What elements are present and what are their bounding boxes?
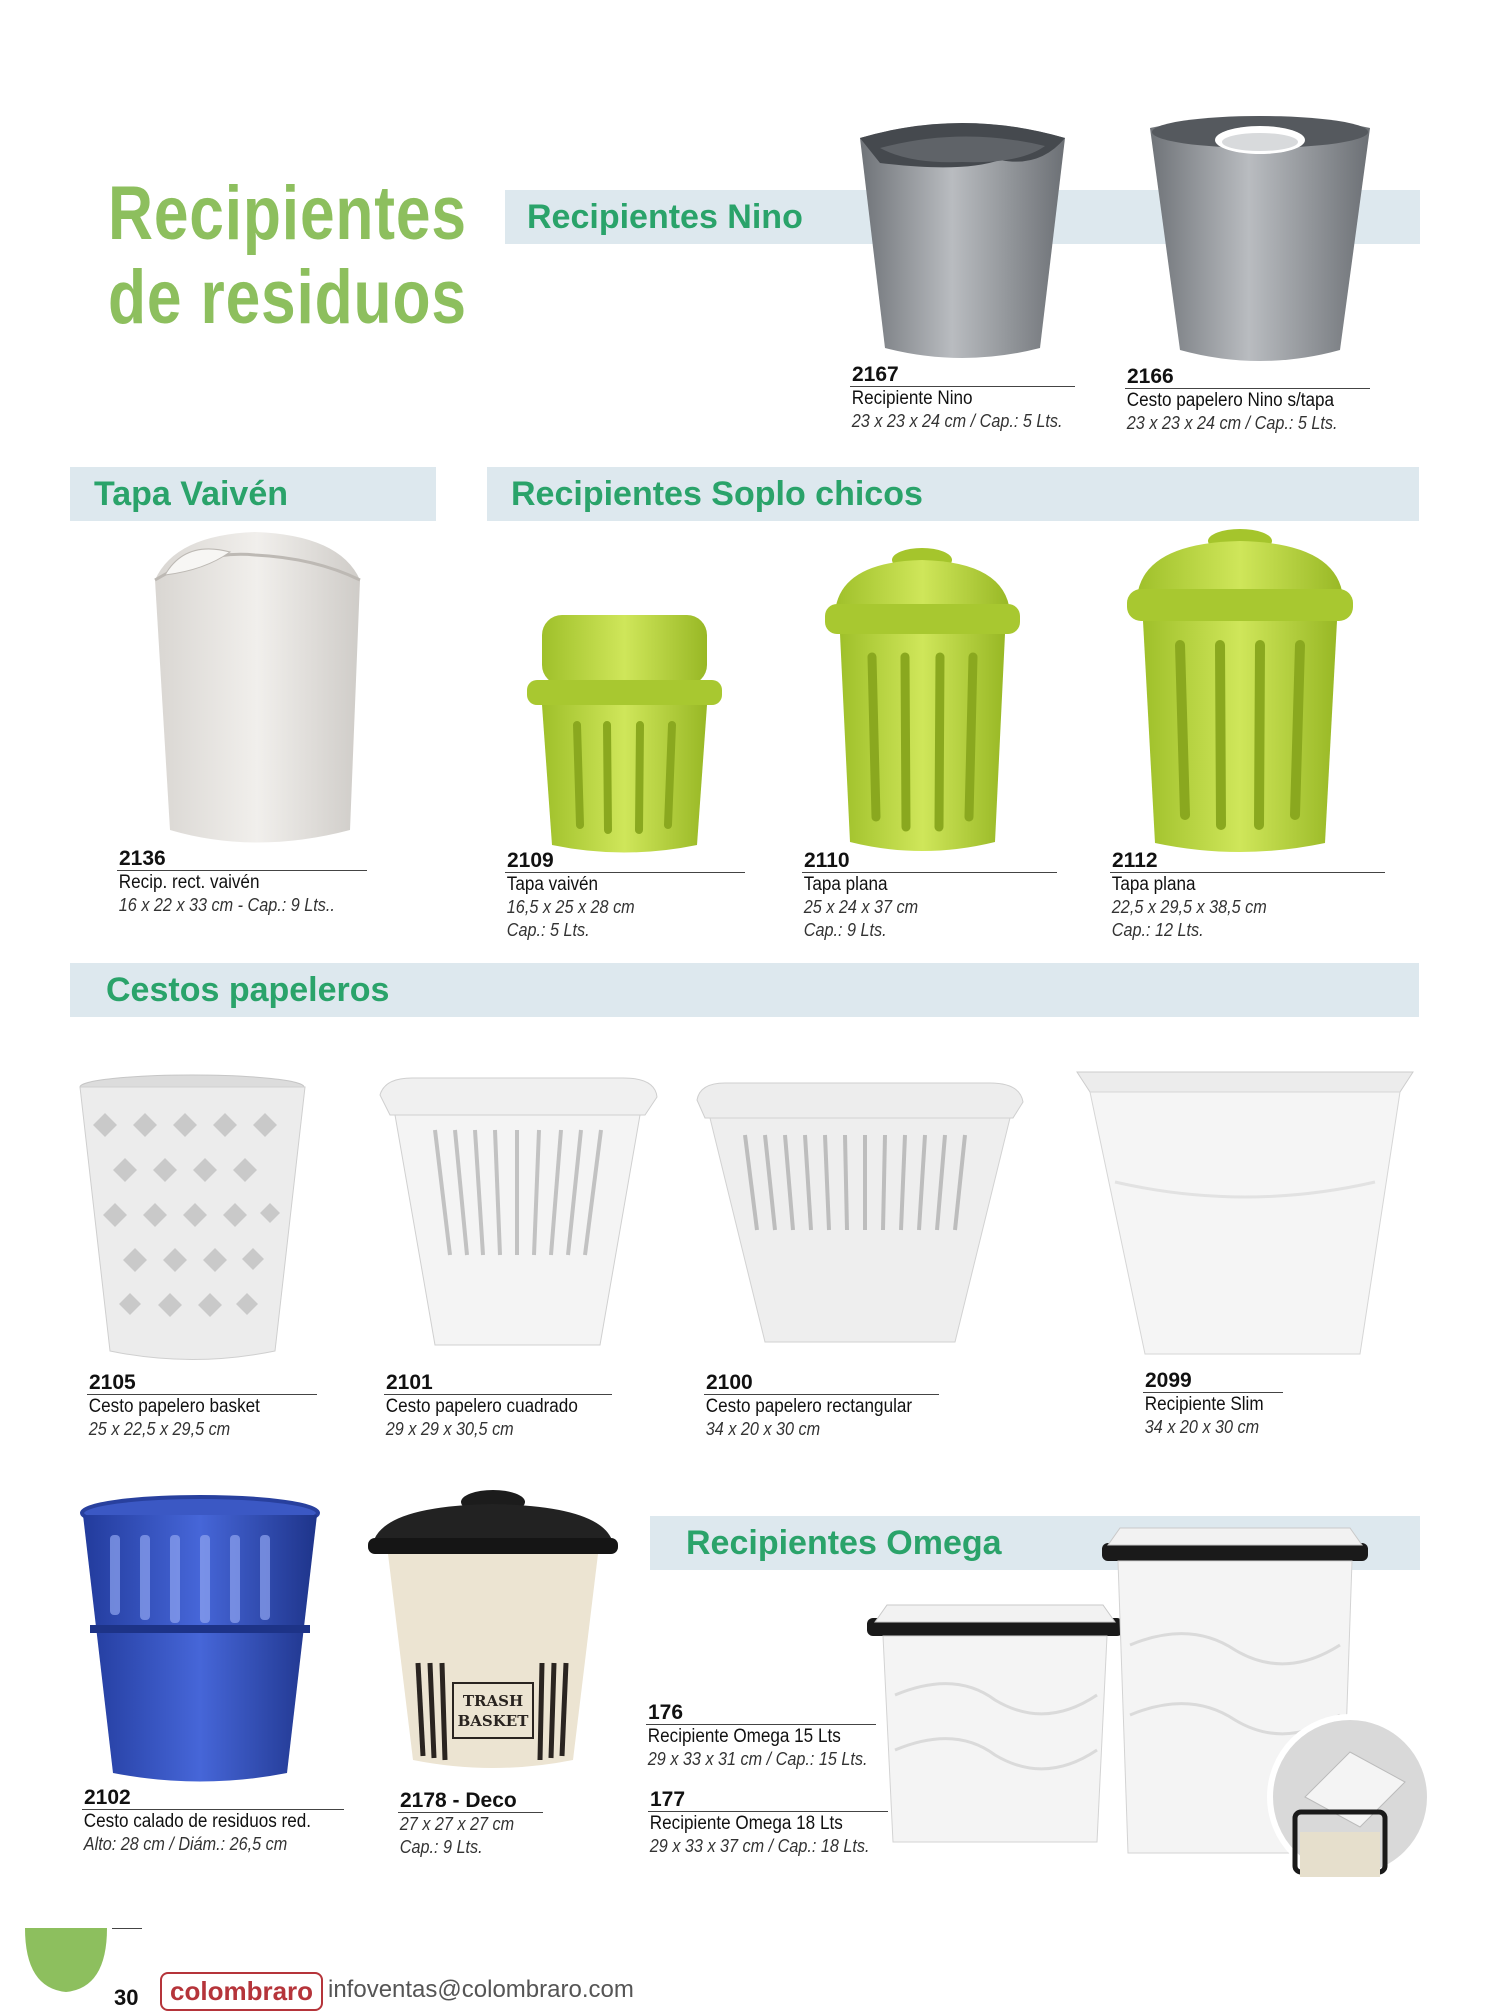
product-name: Recipiente Omega 15 Lts xyxy=(647,1726,841,1747)
product-dimensions: Alto: 28 cm / Diám.: 26,5 cm xyxy=(83,1834,288,1854)
product-capacity: Cap.: 9 Lts. xyxy=(803,920,887,940)
product-image-2110 xyxy=(820,542,1025,854)
section-title-cestos: Cestos papeleros xyxy=(106,971,390,1009)
product-image-2099 xyxy=(1075,1062,1415,1362)
product-image-176 xyxy=(865,1600,1125,1850)
product-dimensions: 29 x 33 x 37 cm / Cap.: 18 Lts. xyxy=(649,1836,870,1856)
section-band-soplo xyxy=(487,467,1419,521)
product-capacity: Cap.: 5 Lts. xyxy=(506,920,590,940)
product-image-2167 xyxy=(850,118,1075,363)
product-code: 2099 xyxy=(1143,1370,1283,1393)
product-code: 2102 xyxy=(82,1787,344,1810)
product-2101 xyxy=(384,1372,612,1441)
page-title-line-2: de residuos xyxy=(108,255,467,340)
product-code: 2110 xyxy=(802,850,1057,873)
product-name: Cesto papelero cuadrado xyxy=(385,1396,578,1417)
product-name: Recipiente Nino xyxy=(851,388,973,409)
section-title-vaiven: Tapa Vaivén xyxy=(94,475,289,513)
product-code: 2166 xyxy=(1125,366,1370,389)
product-code: 2167 xyxy=(850,364,1075,387)
product-2099 xyxy=(1143,1370,1283,1439)
product-dimensions: 29 x 33 x 31 cm / Cap.: 15 Lts. xyxy=(647,1749,868,1769)
product-dimensions: 25 x 24 x 37 cm xyxy=(803,897,919,917)
omega-detail-inset xyxy=(1265,1712,1435,1882)
product-name: Tapa plana xyxy=(1111,874,1196,895)
product-name: Cesto calado de residuos red. xyxy=(83,1811,311,1832)
product-image-2112 xyxy=(1125,525,1355,855)
product-capacity: Cap.: 12 Lts. xyxy=(1111,920,1204,940)
product-code: 2105 xyxy=(87,1372,317,1395)
product-capacity: Cap.: 9 Lts. xyxy=(399,1837,483,1857)
product-name: Cesto papelero basket xyxy=(88,1396,260,1417)
product-name: Recipiente Omega 18 Lts xyxy=(649,1813,843,1834)
page-title-line-1: Recipientes xyxy=(108,171,467,256)
product-image-2166 xyxy=(1145,110,1375,365)
product-image-2102 xyxy=(75,1495,325,1785)
product-image-2100 xyxy=(695,1080,1025,1350)
footer-green-shape xyxy=(25,1928,107,2000)
product-code: 2112 xyxy=(1110,850,1385,873)
product-code: 2100 xyxy=(704,1372,939,1395)
product-dimensions: 22,5 x 29,5 x 38,5 cm xyxy=(1111,897,1267,917)
product-name: Cesto papelero rectangular xyxy=(705,1396,913,1417)
product-dimensions: 16,5 x 25 x 28 cm xyxy=(506,897,635,917)
product-dimensions: 23 x 23 x 24 cm / Cap.: 5 Lts. xyxy=(1126,413,1338,433)
product-2109 xyxy=(505,850,745,942)
product-2110 xyxy=(802,850,1057,942)
product-dimensions: 25 x 22,5 x 29,5 cm xyxy=(88,1419,231,1439)
product-code: 176 xyxy=(646,1702,876,1725)
section-title-soplo: Recipientes Soplo chicos xyxy=(511,475,923,513)
product-dimensions: 16 x 22 x 33 cm - Cap.: 9 Lts.. xyxy=(118,895,335,915)
product-image-2136 xyxy=(145,530,365,850)
deco-label-trash: TRASH xyxy=(462,1692,524,1710)
product-2102 xyxy=(82,1787,344,1856)
product-image-2101 xyxy=(375,1075,660,1355)
product-code: 2178 - Deco xyxy=(398,1790,543,1813)
product-dimensions: 34 x 20 x 30 cm xyxy=(1144,1417,1260,1437)
section-band-cestos xyxy=(70,963,1419,1017)
product-code: 2101 xyxy=(384,1372,612,1395)
product-code: 2109 xyxy=(505,850,745,873)
product-2136 xyxy=(117,848,367,917)
product-176 xyxy=(646,1702,876,1771)
product-image-2178 xyxy=(368,1488,618,1773)
footer-divider xyxy=(112,1928,142,1929)
product-name: Tapa plana xyxy=(803,874,888,895)
product-code: 2136 xyxy=(117,848,367,871)
product-dimensions: 34 x 20 x 30 cm xyxy=(705,1419,821,1439)
product-dimensions: 27 x 27 x 27 cm xyxy=(399,1814,515,1834)
product-name: Tapa vaivén xyxy=(506,874,599,895)
product-177 xyxy=(648,1789,888,1858)
product-name: Recip. rect. vaivén xyxy=(118,872,260,893)
footer-email-link[interactable]: infoventas@colombraro.com xyxy=(328,1976,634,2003)
product-dimensions: 29 x 29 x 30,5 cm xyxy=(385,1419,514,1439)
product-image-2105 xyxy=(75,1073,310,1363)
product-2167 xyxy=(850,364,1075,433)
product-name: Cesto papelero Nino s/tapa xyxy=(1126,390,1335,411)
product-2166 xyxy=(1125,366,1370,435)
product-code: 177 xyxy=(648,1789,888,1812)
page-title xyxy=(108,172,467,340)
section-title-omega: Recipientes Omega xyxy=(686,1524,1002,1562)
product-2100 xyxy=(704,1372,939,1441)
deco-label-basket: BASKET xyxy=(457,1712,529,1730)
product-dimensions: 23 x 23 x 24 cm / Cap.: 5 Lts. xyxy=(851,411,1063,431)
product-2178 xyxy=(398,1790,543,1859)
product-2112 xyxy=(1110,850,1385,942)
section-title-nino: Recipientes Nino xyxy=(527,198,803,236)
product-name: Recipiente Slim xyxy=(1144,1394,1264,1415)
section-band-vaiven xyxy=(70,467,436,521)
product-2105 xyxy=(87,1372,317,1441)
brand-logo: colombraro xyxy=(160,1972,323,2011)
product-image-2109 xyxy=(522,610,727,855)
page-number: 30 xyxy=(114,1985,139,2010)
